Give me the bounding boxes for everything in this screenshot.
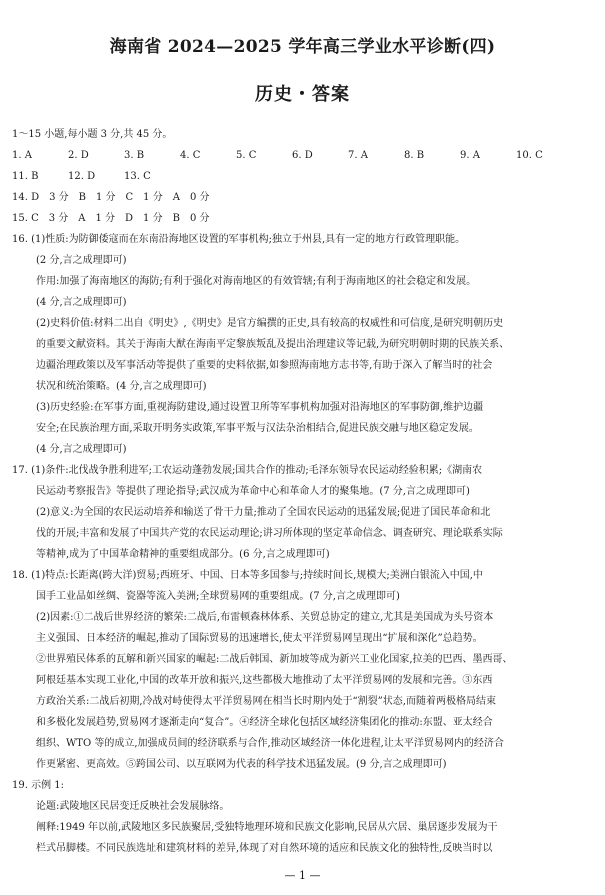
answer-line: 组织、WTO 等的成立,加强成员间的经济联系与合作,推动区域经济一体化进程,让太平洋贸易网内的经济合 (36, 738, 504, 749)
answer-line: 主义强国、日本经济的崛起,推动了国际贸易的迅速增长,使太平洋贸易网呈现出“扩展和深化”总趋势。 (36, 633, 483, 644)
mc-answer: 3. B (124, 150, 145, 161)
answer-line: 安全;在民族治理方面,采取开明务实政策,军事平叛与汉法杂治相结合,促进民族交融与地区稳定发展。 (36, 423, 479, 434)
answer-line: 民运动考察报告》等提供了理论指导;武汉成为革命中心和革命人才的聚集地。(7 分,言之成理即可) (36, 486, 470, 497)
answer-line: (4 分,言之成理即可) (36, 444, 127, 455)
question-16-answer (12, 229, 593, 460)
answer-line: 阿根廷基本实现工业化,中国的改革开放和振兴,这些都极大地推动了太平洋贸易网的发展和完善。③东西 (36, 675, 493, 686)
answer-line: ②世界殖民体系的瓦解和新兴国家的崛起:二战后韩国、新加坡等成为新兴工业化国家,拉美的巴西、墨西哥、 (36, 654, 513, 665)
answer-line: 论题:武陵地区民居变迁反映社会发展脉络。 (36, 801, 230, 812)
answer-line: 状况和统治策略。(4 分,言之成理即可) (36, 381, 207, 392)
mc-answer: 6. D (292, 150, 313, 161)
mc-answer: 1. A (12, 150, 32, 161)
answer-line: 17. (1)条件:北伐战争胜利进军;工农运动蓬勃发展;国共合作的推动;毛泽东领导农民运动经验积累;《湖南农 (12, 465, 483, 476)
answer-line: 的重要文献资料。其关于海南大猷在海南平定黎族叛乱及提出治理建议等记载,为研究明朝时期的民族关系、 (36, 339, 510, 350)
answer-line: 等精神,成为了中国革命精神的重要组成部分。(6 分,言之成理即可) (36, 549, 330, 560)
mc-answer: 4. C (180, 150, 201, 161)
answer-line: (4 分,言之成理即可) (36, 297, 127, 308)
answer-line: 19. 示例 1: (12, 780, 64, 791)
answer-line: 阐释:1949 年以前,武陵地区多民族聚居,受独特地理环境和民族文化影响,民居从穴居、巢居逐步发展为干 (36, 822, 498, 833)
question-17-answer (12, 460, 593, 565)
mc-answer: 11. B (12, 171, 39, 182)
answer-line: 作更紧密、更高效。⑤跨国公司、以互联网为代表的科学技术迅猛发展。(9 分,言之成理即可) (36, 759, 447, 770)
answer-line: 边疆治理政策以及军事活动等提供了重要的史料依据,如参照海南地方志书等,有助于深入了解当时的社会 (36, 360, 493, 371)
answer-line: 作用:加强了海南地区的海防;有利于强化对海南地区的有效管辖;有利于海南地区的社会稳定和发展。 (36, 276, 477, 287)
mc-answer: 8. B (404, 150, 425, 161)
mc-answers-row-2 (12, 166, 593, 187)
mc-answer: 9. A (460, 150, 480, 161)
question-15-answer: 15. C 3 分 A 1 分 D 1 分 B 0 分 (12, 213, 210, 224)
question-14-answer: 14. D 3 分 B 1 分 C 1 分 A 0 分 (12, 192, 210, 203)
answer-line: (2 分,言之成理即可) (36, 255, 127, 266)
answer-line: (2)因素:①二战后世界经济的繁荣:二战后,布雷顿森林体系、关贸总协定的建立,尤其是美国成为头号资本 (36, 612, 494, 623)
answer-line: 18. (1)特点:长距离(跨大洋)贸易;西班牙、中国、日本等多国参与;持续时间长,规模大;美洲白银流入中国,中 (12, 570, 483, 581)
answer-line: (3)历史经验:在军事方面,重视海防建设,通过设置卫所等军事机构加强对沿海地区的军事防御,维护边疆 (36, 402, 484, 413)
answer-line: (2)意义:为全国的农民运动培养和输送了骨干力量;推动了全国农民运动的迅猛发展;促进了国民革命和北 (36, 507, 491, 518)
mc-answer: 12. D (68, 171, 96, 182)
answer-line: 16. (1)性质:为防御倭寇而在东南沿海地区设置的军事机构;独立于州县,具有一定的地方行政管理职能。 (12, 234, 466, 245)
question-18-answer (12, 565, 593, 775)
answer-line: (2)史料价值:材料二出自《明史》,《明史》是官方编撰的正史,具有较高的权威性和可信度,是研究明朝历史 (36, 318, 504, 329)
document-subtitle: 历史・答案 (255, 84, 350, 105)
mc-answer: 7. A (348, 150, 368, 161)
answer-line: 国手工业品如丝绸、瓷器等流入美洲;全球贸易网的重要组成。(7 分,言之成理即可) (36, 591, 400, 602)
answer-line: 伐的开展;丰富和发展了中国共产党的农民运动理论;讲习所体现的坚定革命信念、调查研究、理论联系实际 (36, 528, 503, 539)
mc-instructions: 1～15 小题,每小题 3 分,共 45 分。 (12, 129, 173, 140)
mc-answer: 13. C (124, 171, 151, 182)
mc-answer: 10. C (516, 150, 543, 161)
answer-line: 栏式吊脚楼。不同民族选址和建筑材料的差异,体现了对自然环境的适应和民族文化的独特性,反映当时以 (36, 843, 493, 854)
answer-line: 和多极化发展趋势,贸易网才逐渐走向“复合”。④经济全球化包括区域经济集团化的推动:东盟、亚太经合 (36, 717, 493, 728)
mc-answers-row-1 (12, 145, 593, 166)
answer-body (12, 124, 593, 859)
page-number: — 1 — (284, 869, 321, 882)
document-title: 海南省 2024—2025 学年高三学业水平诊断(四) (109, 37, 496, 57)
question-19-answer (12, 775, 593, 859)
mc-answer: 2. D (68, 150, 89, 161)
answer-line: 方政治关系:二战后初期,冷战对峙使得太平洋贸易网在相当长时期内处于“割裂”状态,而随着两极格局结束 (36, 696, 496, 707)
mc-answer: 5. C (236, 150, 257, 161)
